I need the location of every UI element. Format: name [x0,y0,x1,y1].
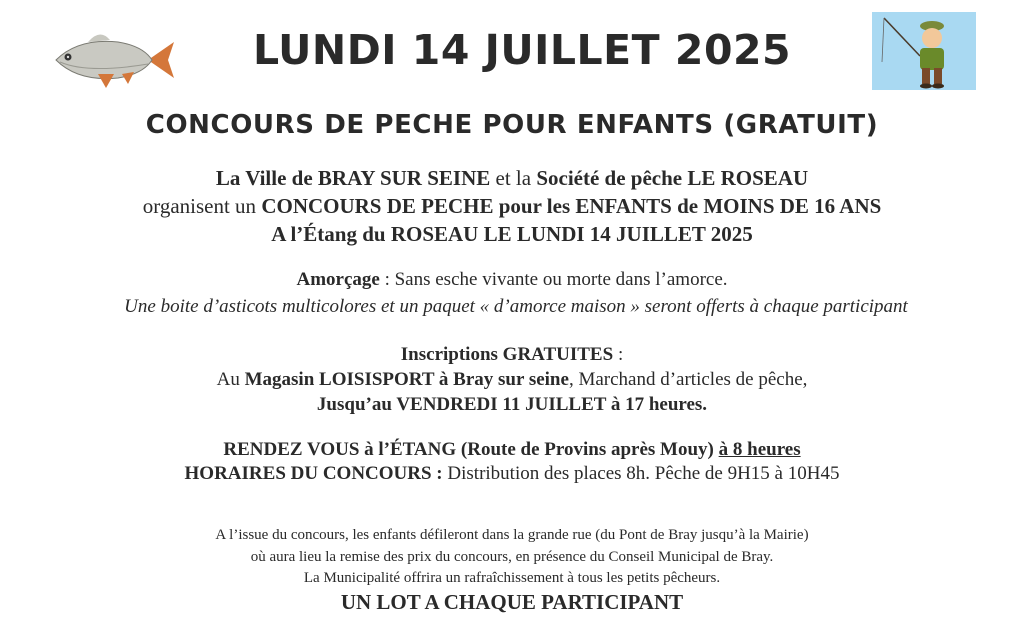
intro-line-1 [0,166,1024,191]
inscriptions-title [0,344,1024,366]
closing-line-2: où aura lieu la remise des prix du concours, en présence du Conseil Municipal de Bray. [250,549,774,565]
intro-line-3: A l’Étang du ROSEAU LE LUNDI 14 JUILLET 2025 [271,222,753,246]
inscriptions-label: Inscriptions GRATUITES [400,344,614,365]
schedule-label: HORAIRES DU CONCOURS : [184,463,443,484]
schedule-line [0,463,1024,485]
rendezvous-location: RENDEZ VOUS à l’ÉTANG (Route de Provins après Mouy) [223,439,719,460]
amorcage-offer-text: Une boite d’asticots multicolores et un paquet « d’amorce maison » seront offerts à chaque participant [124,296,908,317]
shop-name: Magasin LOISISPORT à Bray sur seine [244,369,569,390]
contest-description: CONCOURS DE PECHE pour les ENFANTS de MOINS DE 16 ANS [261,194,882,218]
inscriptions-colon: : [613,344,624,365]
amorcage-line [0,269,1024,291]
closing-line-1: A l’issue du concours, les enfants défileront dans la grande rue (du Pont de Bray jusqu’à la Mairie) [215,527,809,543]
schedule-text: Distribution des places 8h. Pêche de 9H15 à 10H45 [442,463,840,484]
amorcage-label: Amorçage [296,269,380,290]
inscriptions-deadline: Jusqu’au VENDREDI 11 JUILLET à 17 heures. [316,394,708,415]
shop-description: , Marchand d’articles de pêche, [568,369,808,390]
amorcage-offer [4,296,1024,318]
organizer-city: La Ville de BRAY SUR SEINE [215,166,491,190]
final-announcement: UN LOT A CHAQUE PARTICIPANT [340,590,684,614]
event-subtitle: CONCOURS DE PECHE POUR ENFANTS (GRATUIT) [145,110,879,140]
page-title: LUNDI 14 JUILLET 2025 [252,26,792,74]
connector-text: et la [490,166,537,190]
rendezvous-line [0,439,1024,461]
intro-verb: organisent un [142,194,262,218]
intro-line-2 [0,194,1024,219]
amorcage-text: : Sans esche vivante ou morte dans l’amorce. [379,269,728,290]
inscriptions-location [0,369,1024,391]
closing-line-3: La Municipalité offrira un rafraîchissement à tous les petits pêcheurs. [303,570,721,586]
location-prefix: Au [216,369,245,390]
rendezvous-time: à 8 heures [718,439,801,460]
organizer-club: Société de pêche LE ROSEAU [536,166,809,190]
